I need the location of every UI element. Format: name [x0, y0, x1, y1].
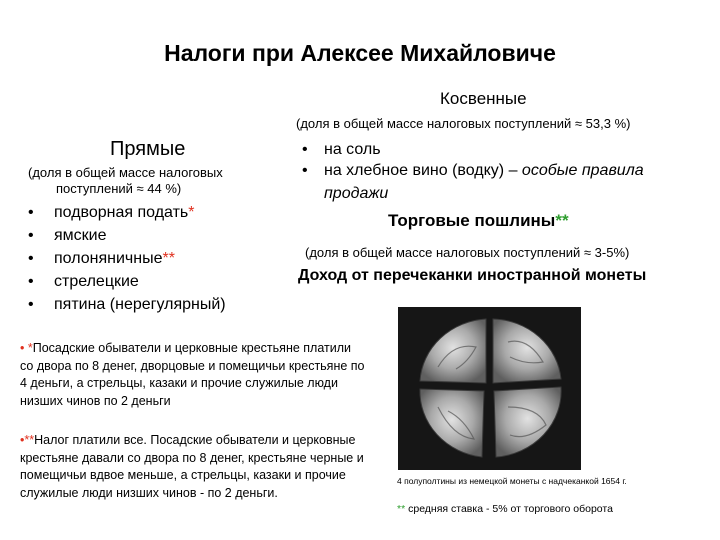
- footnote-text: Посадские обыватели и церковные крестьяне платили со двора по 8 денег, дворцовые и помещичьи крестьяне по 4 деньги, а стрельцы, казаки и прочие служилые люди низших чинов по 2 деньги: [20, 341, 365, 408]
- trade-heading-label: Торговые пошлины: [388, 211, 556, 230]
- direct-item-label: подворная подать: [54, 204, 189, 221]
- footnote-direct-tax: [20, 340, 365, 410]
- direct-share-line2: поступлений ≈ 44 %): [56, 181, 182, 196]
- list-item: [302, 160, 644, 181]
- page-title: Налоги при Алексее Михайловиче: [164, 40, 556, 66]
- footnote-text: Налог платили все. Посадские обыватели и церковные крестьяне давали со двора по 8 денег, крестьяне черные и помещичьи вдвое меньше, а стрельцы, казаки и прочие служилые люди низших чинов - по 2 деньги.: [20, 433, 364, 500]
- bullet-icon: •: [28, 273, 34, 290]
- footnote-mark: *: [188, 204, 195, 221]
- bullet-icon: •: [28, 296, 34, 313]
- footnote-mark: **: [555, 211, 569, 230]
- trade-share: (доля в общей массе налоговых поступлений ≈ 3-5%): [305, 245, 630, 260]
- direct-share-line1: (доля в общей массе налоговых: [28, 165, 223, 180]
- indirect-list: [302, 139, 644, 181]
- list-item: [28, 248, 226, 271]
- bullet-icon: •: [28, 204, 34, 221]
- image-caption: 4 полуполтины из немецкой монеты с надчеканкой 1654 г.: [397, 476, 627, 486]
- footnote-text: средняя ставка - 5% от торгового оборота: [405, 503, 613, 515]
- bullet-icon: •: [302, 162, 308, 179]
- direct-item-label: пятина (нерегулярный): [54, 296, 226, 313]
- direct-item-label: стрелецкие: [54, 273, 139, 290]
- list-item: [28, 225, 226, 248]
- bullet-icon: •: [28, 250, 34, 267]
- direct-list: [28, 202, 226, 317]
- footnote-mark: **: [397, 503, 406, 515]
- list-item: [28, 271, 226, 294]
- indirect-item-wine: на хлебное вино (водку) –: [324, 162, 522, 179]
- bullet-icon: •: [28, 227, 34, 244]
- footnote-mark: • *: [20, 341, 33, 355]
- indirect-share: (доля в общей массе налоговых поступлений ≈ 53,3 %): [296, 116, 631, 131]
- direct-share: [28, 165, 258, 197]
- direct-item-label: ямские: [54, 227, 107, 244]
- bullet-icon: •: [302, 141, 308, 158]
- footnote-mark: •**: [20, 433, 35, 447]
- indirect-wine-rule-cont: продажи: [324, 185, 389, 202]
- direct-heading: Прямые: [110, 138, 186, 160]
- footnote-mark: **: [162, 250, 175, 267]
- indirect-item-salt: на соль: [324, 141, 381, 158]
- recoinage-heading: Доход от перечеканки иностранной монеты: [298, 267, 647, 284]
- list-item: [28, 202, 226, 225]
- list-item: [302, 139, 644, 160]
- direct-item-label: полоняничные: [54, 250, 163, 267]
- coin-quarters-icon: [398, 307, 581, 470]
- trade-heading: [388, 211, 569, 231]
- list-item: [28, 294, 226, 317]
- footnote-ransom-tax: [20, 432, 365, 502]
- indirect-heading: Косвенные: [440, 89, 527, 108]
- coin-photo: [398, 307, 581, 470]
- footnote-trade: [397, 503, 613, 515]
- indirect-wine-rule: особые правила: [521, 162, 644, 179]
